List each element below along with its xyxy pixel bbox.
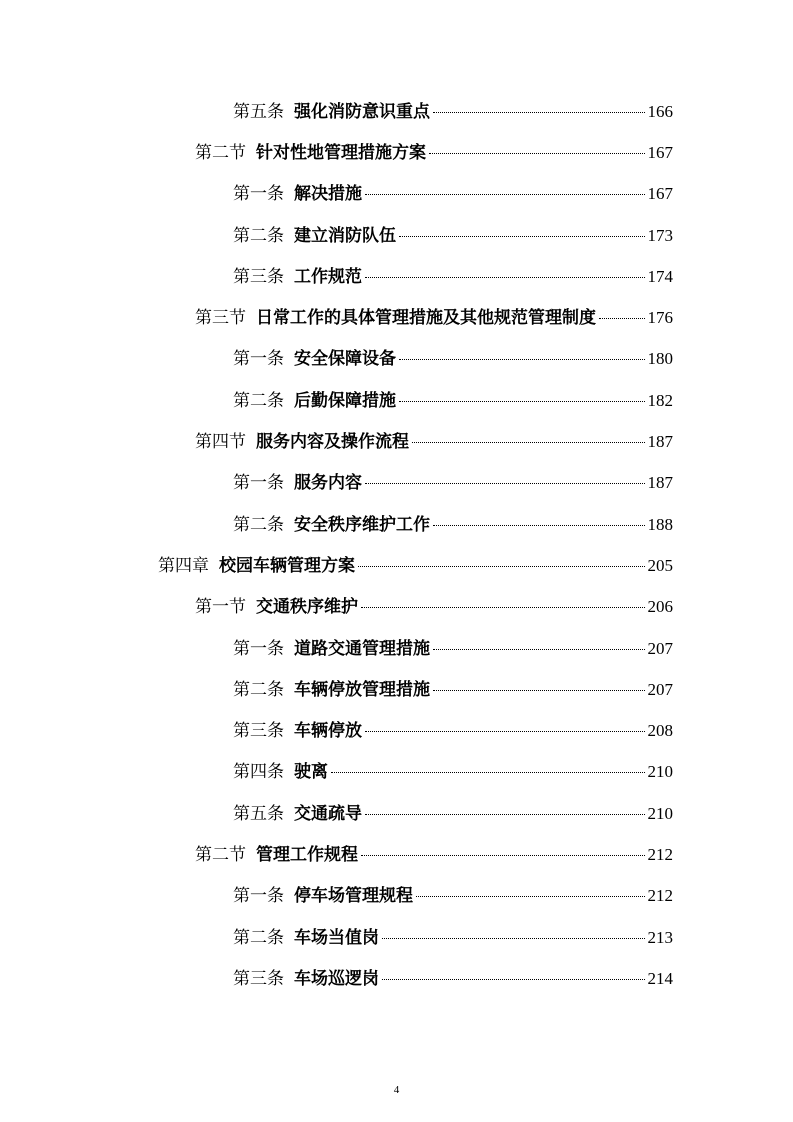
toc-entry[interactable] <box>0 587 793 628</box>
toc-entry-title: 校园车辆管理方案 <box>219 555 355 576</box>
toc-entry-number: 第一条 <box>233 349 284 370</box>
table-of-contents <box>0 91 793 1000</box>
toc-entry[interactable] <box>0 215 793 256</box>
toc-entry-page: 167 <box>647 142 673 162</box>
toc-entry[interactable] <box>0 876 793 917</box>
toc-entry-number: 第一条 <box>233 473 284 494</box>
toc-dot-leader <box>365 277 645 278</box>
toc-dot-leader <box>361 855 645 856</box>
toc-entry-title: 强化消防意识重点 <box>294 101 430 122</box>
toc-entry-number: 第五条 <box>233 803 284 824</box>
toc-entry-title: 道路交通管理措施 <box>294 638 430 659</box>
toc-dot-leader <box>331 772 645 773</box>
toc-entry-title: 安全秩序维护工作 <box>294 514 430 535</box>
toc-entry[interactable] <box>0 339 793 380</box>
toc-entry-title: 日常工作的具体管理措施及其他规范管理制度 <box>256 308 596 329</box>
toc-dot-leader <box>416 896 645 897</box>
toc-entry-number: 第二条 <box>233 390 284 411</box>
toc-dot-leader <box>358 566 645 567</box>
toc-entry-page: 205 <box>647 555 673 575</box>
toc-entry-title: 交通疏导 <box>294 803 362 824</box>
toc-entry-number: 第一条 <box>233 184 284 205</box>
toc-entry-page: 213 <box>647 927 673 947</box>
toc-entry-page: 207 <box>647 679 673 699</box>
toc-entry[interactable] <box>0 380 793 421</box>
toc-dot-leader <box>382 938 645 939</box>
toc-entry-page: 207 <box>647 638 673 658</box>
toc-entry[interactable] <box>0 545 793 586</box>
toc-entry[interactable] <box>0 297 793 338</box>
toc-dot-leader <box>365 194 645 195</box>
toc-entry-title: 服务内容 <box>294 473 362 494</box>
footer-page-number: 4 <box>393 1084 400 1096</box>
toc-entry-number: 第四条 <box>233 762 284 783</box>
toc-entry-page: 174 <box>647 266 673 286</box>
toc-entry-page: 188 <box>647 514 673 534</box>
toc-entry[interactable] <box>0 628 793 669</box>
toc-entry-page: 166 <box>647 101 673 121</box>
toc-entry-title: 车场当值岗 <box>294 927 379 948</box>
toc-entry[interactable] <box>0 504 793 545</box>
toc-dot-leader <box>382 979 645 980</box>
toc-entry-number: 第三节 <box>195 308 246 329</box>
toc-entry-title: 交通秩序维护 <box>256 597 358 618</box>
toc-entry-number: 第二条 <box>233 679 284 700</box>
toc-entry[interactable] <box>0 917 793 958</box>
toc-entry-page: 176 <box>647 308 673 328</box>
toc-dot-leader <box>429 153 645 154</box>
toc-dot-leader <box>433 649 645 650</box>
toc-dot-leader <box>433 112 645 113</box>
toc-entry-title: 停车场管理规程 <box>294 886 413 907</box>
toc-entry-page: 210 <box>647 803 673 823</box>
toc-dot-leader <box>433 525 645 526</box>
toc-entry-number: 第二节 <box>195 142 246 163</box>
toc-entry[interactable] <box>0 132 793 173</box>
toc-dot-leader <box>365 483 645 484</box>
toc-entry-title: 管理工作规程 <box>256 844 358 865</box>
toc-dot-leader <box>365 814 645 815</box>
toc-entry[interactable] <box>0 256 793 297</box>
toc-entry[interactable] <box>0 752 793 793</box>
toc-dot-leader <box>599 318 645 319</box>
toc-entry-page: 187 <box>647 432 673 452</box>
toc-entry-title: 针对性地管理措施方案 <box>256 142 426 163</box>
toc-dot-leader <box>399 401 645 402</box>
toc-entry-page: 214 <box>647 968 673 988</box>
toc-entry[interactable] <box>0 710 793 751</box>
toc-entry-number: 第四节 <box>195 432 246 453</box>
toc-entry-number: 第二条 <box>233 514 284 535</box>
toc-dot-leader <box>399 359 645 360</box>
toc-entry-number: 第二条 <box>233 927 284 948</box>
toc-entry-title: 安全保障设备 <box>294 349 396 370</box>
toc-entry-page: 210 <box>647 762 673 782</box>
toc-entry-page: 208 <box>647 721 673 741</box>
toc-entry-number: 第五条 <box>233 101 284 122</box>
toc-entry-page: 167 <box>647 184 673 204</box>
toc-entry-page: 187 <box>647 473 673 493</box>
toc-entry-number: 第一节 <box>195 597 246 618</box>
toc-dot-leader <box>433 690 645 691</box>
toc-entry[interactable] <box>0 463 793 504</box>
toc-entry[interactable] <box>0 834 793 875</box>
toc-entry-title: 车场巡逻岗 <box>294 968 379 989</box>
toc-entry-title: 车辆停放 <box>294 721 362 742</box>
toc-dot-leader <box>361 607 645 608</box>
toc-entry-title: 解决措施 <box>294 184 362 205</box>
toc-entry[interactable] <box>0 958 793 999</box>
toc-entry-page: 173 <box>647 225 673 245</box>
toc-dot-leader <box>412 442 645 443</box>
toc-entry[interactable] <box>0 793 793 834</box>
toc-entry-number: 第三条 <box>233 266 284 287</box>
toc-entry-title: 驶离 <box>294 762 328 783</box>
toc-entry-number: 第一条 <box>233 886 284 907</box>
toc-entry-title: 建立消防队伍 <box>294 225 396 246</box>
toc-entry-page: 212 <box>647 886 673 906</box>
toc-dot-leader <box>365 731 645 732</box>
toc-dot-leader <box>399 236 645 237</box>
toc-entry-title: 后勤保障措施 <box>294 390 396 411</box>
toc-entry-page: 212 <box>647 844 673 864</box>
toc-entry[interactable] <box>0 669 793 710</box>
toc-entry-page: 180 <box>647 349 673 369</box>
toc-entry[interactable] <box>0 91 793 132</box>
toc-entry-number: 第四章 <box>158 555 209 576</box>
toc-entry-page: 206 <box>647 597 673 617</box>
toc-entry-number: 第二节 <box>195 844 246 865</box>
toc-entry-title: 工作规范 <box>294 266 362 287</box>
toc-entry-number: 第三条 <box>233 721 284 742</box>
toc-entry[interactable] <box>0 421 793 462</box>
toc-entry-number: 第一条 <box>233 638 284 659</box>
toc-entry-title: 服务内容及操作流程 <box>256 432 409 453</box>
toc-entry-page: 182 <box>647 390 673 410</box>
toc-entry-number: 第二条 <box>233 225 284 246</box>
toc-entry-title: 车辆停放管理措施 <box>294 679 430 700</box>
toc-entry-number: 第三条 <box>233 968 284 989</box>
toc-entry[interactable] <box>0 174 793 215</box>
